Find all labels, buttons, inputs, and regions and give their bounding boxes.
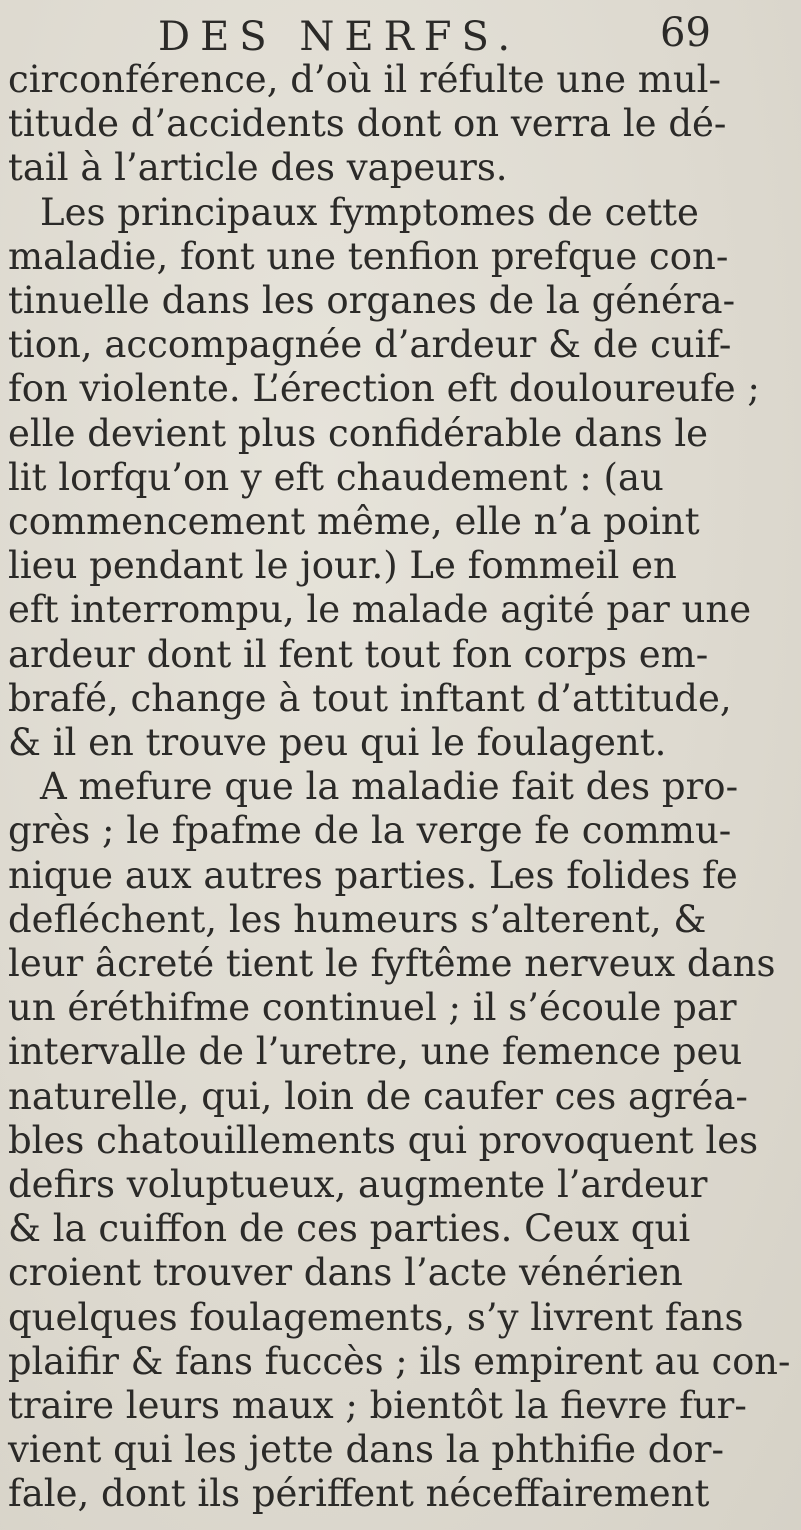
text-line: brafé, change à tout inftant d’attitude, (8, 676, 732, 720)
text-line: lieu pendant le jour.) Le fommeil en (8, 544, 677, 588)
text-line: lit lorfqu’on y eft chaudement : (au (8, 455, 664, 499)
page-number: 69 (660, 10, 711, 56)
text-line: maladie, font une tenfion prefque con- (8, 234, 729, 278)
text-line: A mefure que la maladie fait des pro- (40, 765, 739, 809)
text-line: eft interrompu, le malade agité par une (8, 588, 752, 632)
text-line: Les principaux fymptomes de cette (40, 190, 699, 234)
text-line: bles chatouillements qui provoquent les (8, 1118, 759, 1162)
text-line: titude d’accidents dont on verra le dé- (8, 102, 727, 146)
text-line: circonférence, d’où il réfulte une mul- (8, 58, 721, 101)
text-line: vient qui les jette dans la phthifie dor- (8, 1428, 724, 1472)
text-line: tail à l’article des vapeurs. (8, 146, 508, 190)
text-line: elle devient plus confidérable dans le (8, 411, 709, 455)
text-line: & la cuiffon de ces parties. Ceux qui (8, 1207, 691, 1251)
text-line: croient trouver dans l’acte vénérien (8, 1251, 683, 1295)
text-line: & il en trouve peu qui le foulagent. (8, 721, 667, 764)
text-line: quelques foulagements, s’y livrent fans (8, 1295, 744, 1339)
text-line: traire leurs maux ; bientôt la fievre fur- (8, 1384, 747, 1427)
text-line: plaifir & fans fuccès ; ils empirent au con- (8, 1339, 791, 1383)
text-line: defléchent, les humeurs s’alterent, & (8, 897, 707, 941)
text-line: tinuelle dans les organes de la généra- (8, 279, 736, 322)
text-line: tion, accompagnée d’ardeur & de cuif- (8, 323, 732, 367)
running-title: DES NERFS. (158, 14, 521, 60)
text-line: leur âcreté tient le fyftême nerveux dans (8, 942, 776, 985)
text-line: grès ; le fpafme de la verge fe commu- (8, 809, 732, 853)
text-line: fale, dont ils périffent néceffairement (8, 1472, 710, 1516)
text-line: naturelle, qui, loin de caufer ces agréa- (8, 1074, 748, 1118)
text-line: intervalle de l’uretre, une femence peu (8, 1030, 743, 1074)
text-line: nique aux autres parties. Les folides fe (8, 853, 738, 897)
text-line: commencement même, elle n’a point (8, 500, 700, 543)
text-line: defirs voluptueux, augmente l’ardeur (8, 1163, 708, 1206)
text-line: un éréthifme continuel ; il s’écoule par (8, 986, 737, 1030)
text-line: ardeur dont il fent tout fon corps em- (8, 632, 709, 676)
text-line: fon violente. L’érection eft douloureufe ; (8, 367, 760, 411)
